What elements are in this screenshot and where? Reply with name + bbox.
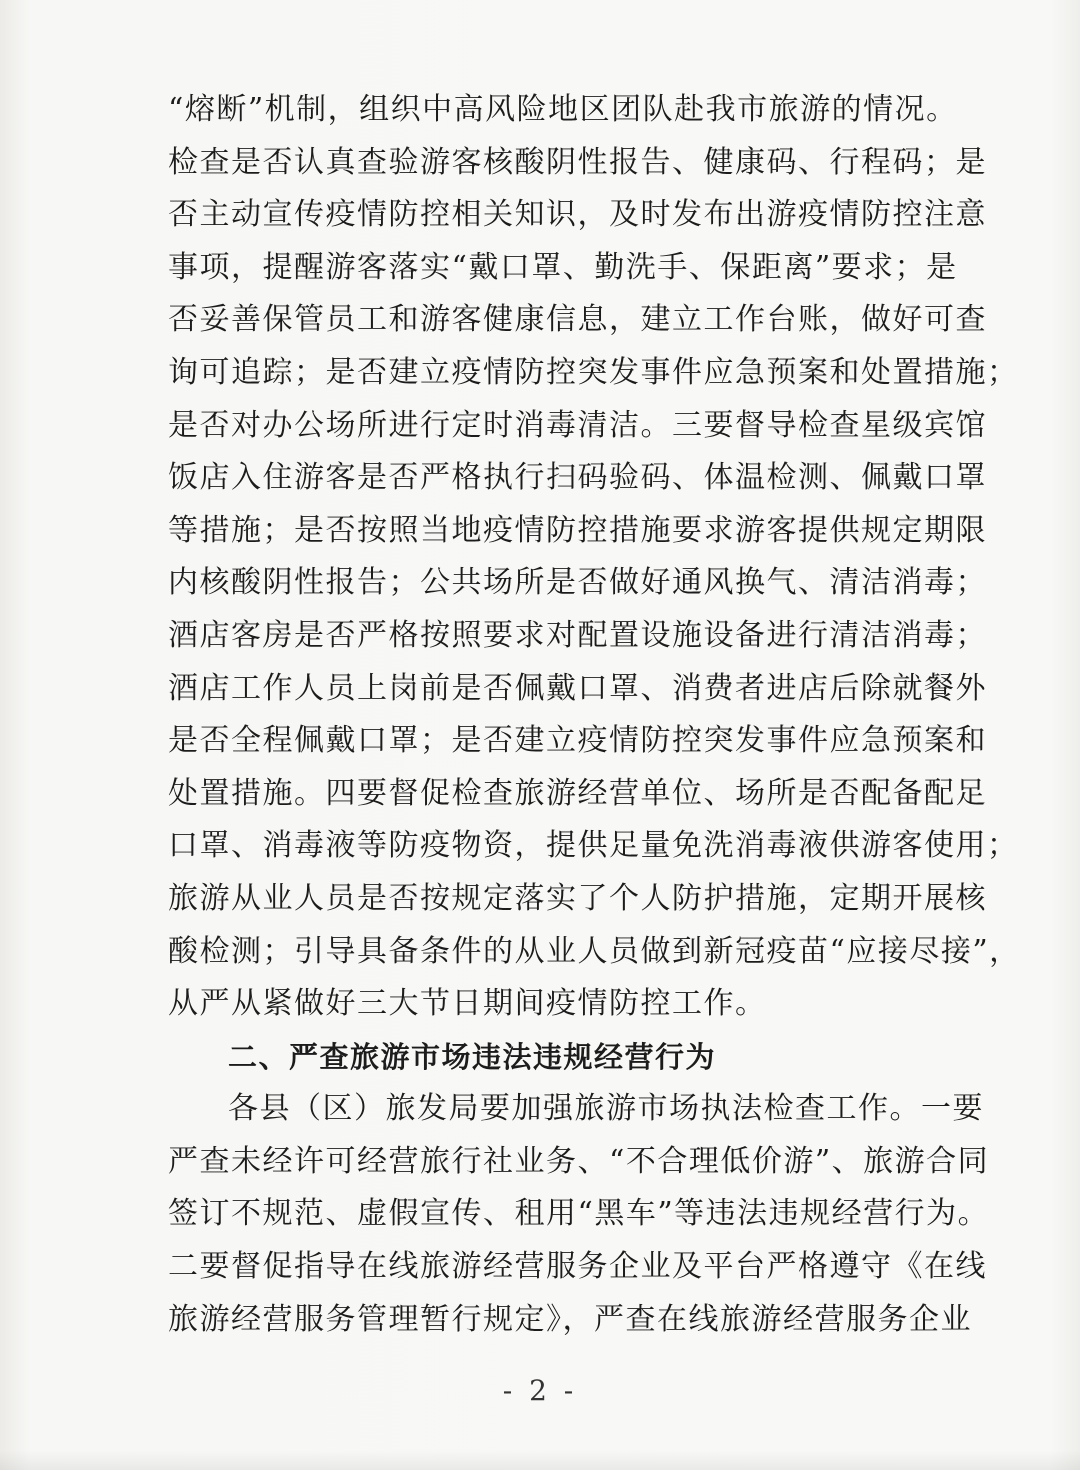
text-line: 签订不规范、虚假宣传、租用“黑车”等违法违规经营行为。 [168, 1196, 990, 1232]
text-line: 内核酸阴性报告；公共场所是否做好通风换气、清洁消毒； [168, 565, 987, 601]
text-line: 询可追踪；是否建立疫情防控突发事件应急预案和处置措施； [168, 354, 1019, 390]
text-line: 等措施；是否按照当地疫情防控措施要求游客提供规定期限 [168, 512, 987, 548]
text-line: 否妥善保管员工和游客健康信息，建立工作台账，做好可查 [168, 302, 987, 338]
text-line: 处置措施。四要督促检查旅游经营单位、场所是否配备配足 [168, 775, 987, 811]
section-heading: 二、严查旅游市场违法违规经营行为 [228, 1039, 717, 1074]
text-line: 酒店客房是否严格按照要求对配置设施设备进行清洁消毒； [168, 617, 987, 653]
text-line: 从严从紧做好三大节日期间疫情防控工作。 [168, 986, 767, 1022]
text-line: 严查未经许可经营旅行社业务、“不合理低价游”、旅游合同 [168, 1143, 990, 1179]
text-line: 是否全程佩戴口罩；是否建立疫情防控突发事件应急预案和 [168, 723, 987, 759]
text-line: 酸检测；引导具备条件的从业人员做到新冠疫苗“应接尽接”， [168, 933, 1021, 969]
page-number: - 2 - [502, 1374, 578, 1407]
text-line: 否主动宣传疫情防控相关知识，及时发布出游疫情防控注意 [168, 197, 987, 233]
text-line: 二要督促指导在线旅游经营服务企业及平台严格遵守《在线 [168, 1249, 987, 1285]
text-line: 旅游经营服务管理暂行规定》，严查在线旅游经营服务企业 [168, 1301, 972, 1337]
document-body [168, 84, 1021, 1346]
text-line: 旅游从业人员是否按规定落实了个人防护措施，定期开展核 [168, 880, 987, 916]
text-line: 是否对办公场所进行定时消毒清洁。三要督导检查星级宾馆 [168, 407, 987, 443]
text-line: 饭店入住游客是否严格执行扫码验码、体温检测、佩戴口罩 [168, 460, 987, 496]
text-line: 口罩、消毒液等防疫物资，提供足量免洗消毒液供游客使用； [168, 828, 1019, 864]
text-line: 事项，提醒游客落实“戴口罩、勤洗手、保距离”要求；是 [168, 249, 958, 285]
text-line: 酒店工作人员上岗前是否佩戴口罩、消费者进店后除就餐外 [168, 670, 987, 706]
text-line: 各县（区）旅发局要加强旅游市场执法检查工作。一要 [228, 1091, 984, 1127]
bottom-edge-shadow [0, 1450, 1080, 1470]
text-line: “熔断”机制，组织中高风险地区团队赴我市旅游的情况。 [168, 92, 958, 127]
text-line: 检查是否认真查验游客核酸阴性报告、健康码、行程码；是 [168, 144, 987, 180]
